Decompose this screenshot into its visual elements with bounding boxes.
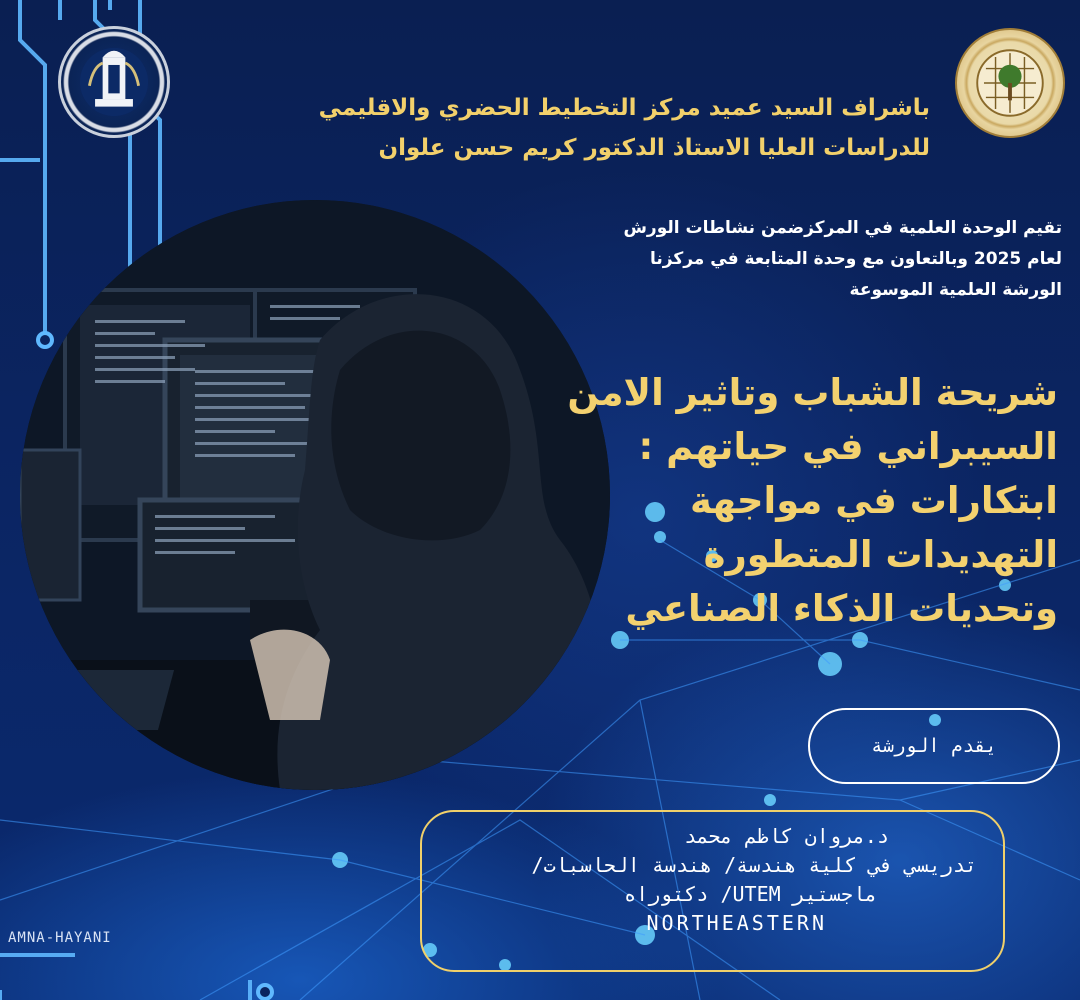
intro-line-2: لعام 2025 وبالتعاون مع وحدة المتابعة في مركزنا xyxy=(650,249,1062,269)
speaker-info-box xyxy=(420,810,1005,972)
intro-line-1: تقيم الوحدة العلمية في المركزضمن نشاطات الورش xyxy=(623,218,1062,238)
title-line-2: السيبراني في حياتهم : xyxy=(638,425,1058,468)
speaker-name: د.مروان كاظم محمد xyxy=(684,824,889,848)
title-line-5: وتحديات الذكاء الصناعي xyxy=(625,587,1058,630)
speaker-line-4: NORTHEASTERN xyxy=(646,911,827,935)
header-line-2: للدراسات العليا الاستاذ الدكتور كريم حسن علوان xyxy=(378,135,930,161)
title-line-4: التهديدات المتطورة xyxy=(703,533,1058,576)
watermark: AMNA-HAYANI xyxy=(8,930,112,946)
header-line-1: باشراف السيد عميد مركز التخطيط الحضري والاقليمي xyxy=(318,95,930,121)
presenter-label: يقدم الورشة xyxy=(871,735,997,757)
presenter-label-pill xyxy=(808,708,1060,784)
header-supervision-text xyxy=(210,88,930,168)
university-of-baghdad-logo xyxy=(58,26,170,138)
workshop-title xyxy=(558,366,1058,636)
title-line-1: شريحة الشباب وتاثير الامن xyxy=(567,371,1058,414)
title-line-3: ابتكارات في مواجهة xyxy=(690,479,1058,522)
urban-planning-center-logo xyxy=(955,28,1065,138)
intro-line-3: الورشة العلمية الموسوعة xyxy=(849,280,1062,300)
speaker-line-3: ماجستير UTEM/ دكتوراه xyxy=(624,882,877,906)
speaker-line-2: تدريسي في كلية هندسة/ هندسة الحاسبات/ xyxy=(531,853,977,877)
intro-text xyxy=(502,213,1062,306)
